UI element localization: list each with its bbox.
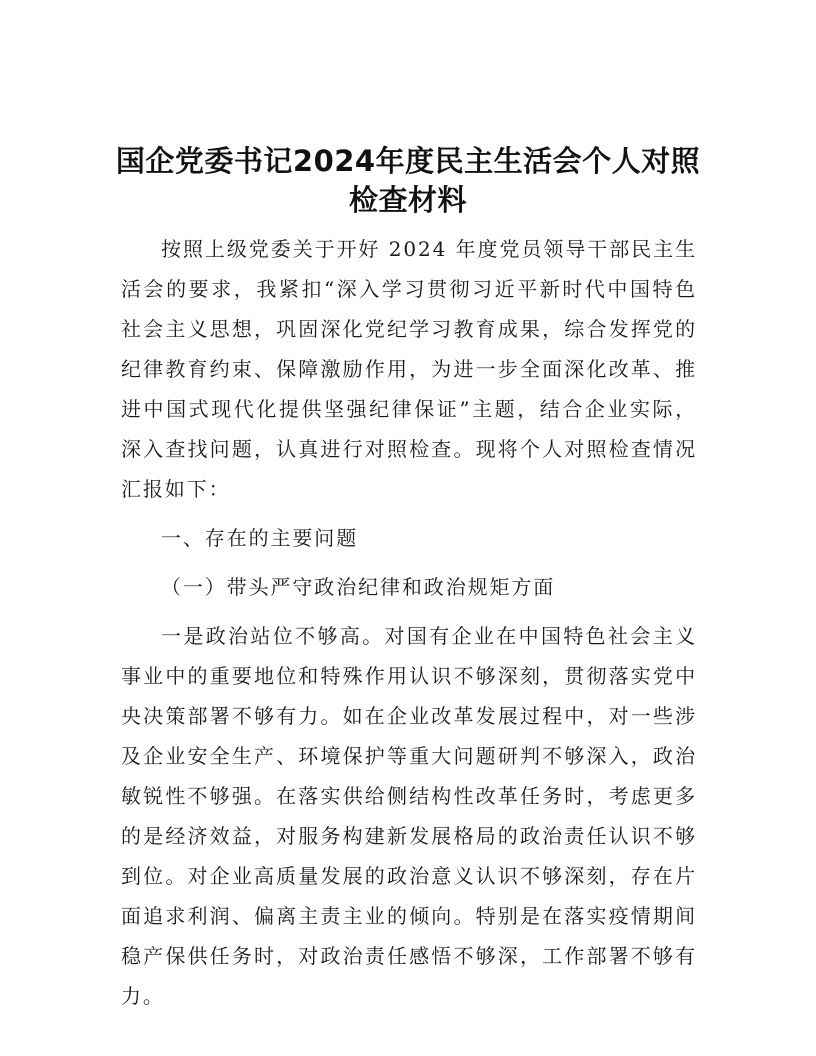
intro-paragraph: 按照上级党委关于开好 2024 年度党员领导干部民主生活会的要求，我紧扣“深入学习贯彻习近平新时代中国特色社会主义思想，巩固深化党纪学习教育成果，综合发挥党的纪律教育约束、保障激励作用，为进一步全面深化改革、推进中国式现代化提供坚强纪律保证”主题，结合企业实际，深入查找问题，认真进行对照检查。现将个人对照检查情况汇报如下：	[121, 237, 697, 501]
point-paragraph: 一是政治站位不够高。对国有企业在中国特色社会主义事业中的重要地位和特殊作用认识不够深刻，贯彻落实党中央决策部署不够有力。如在企业改革发展过程中，对一些涉及企业安全生产、环境保护等重大问题研判不够深入，政治敏锐性不够强。在落实供给侧结构性改革任务时，考虑更多的是经济效益，对服务构建新发展格局的政治责任认识不够到位。对企业高质量发展的政治意义认识不够深刻，存在片面追求利润、偏离主责主业的倾向。特别是在落实疫情期间稳产保供任务时，对政治责任感悟不够深，工作部署不够有力。	[121, 624, 697, 1008]
section-heading: 一、存在的主要问题	[161, 526, 359, 550]
document-body	[121, 229, 697, 1025]
document-title: 国企党委书记2024年度民主生活会个人对照检查材料	[115, 144, 701, 217]
subsection-heading: （一）带头严守政治纪律和政治规矩方面	[161, 575, 556, 599]
